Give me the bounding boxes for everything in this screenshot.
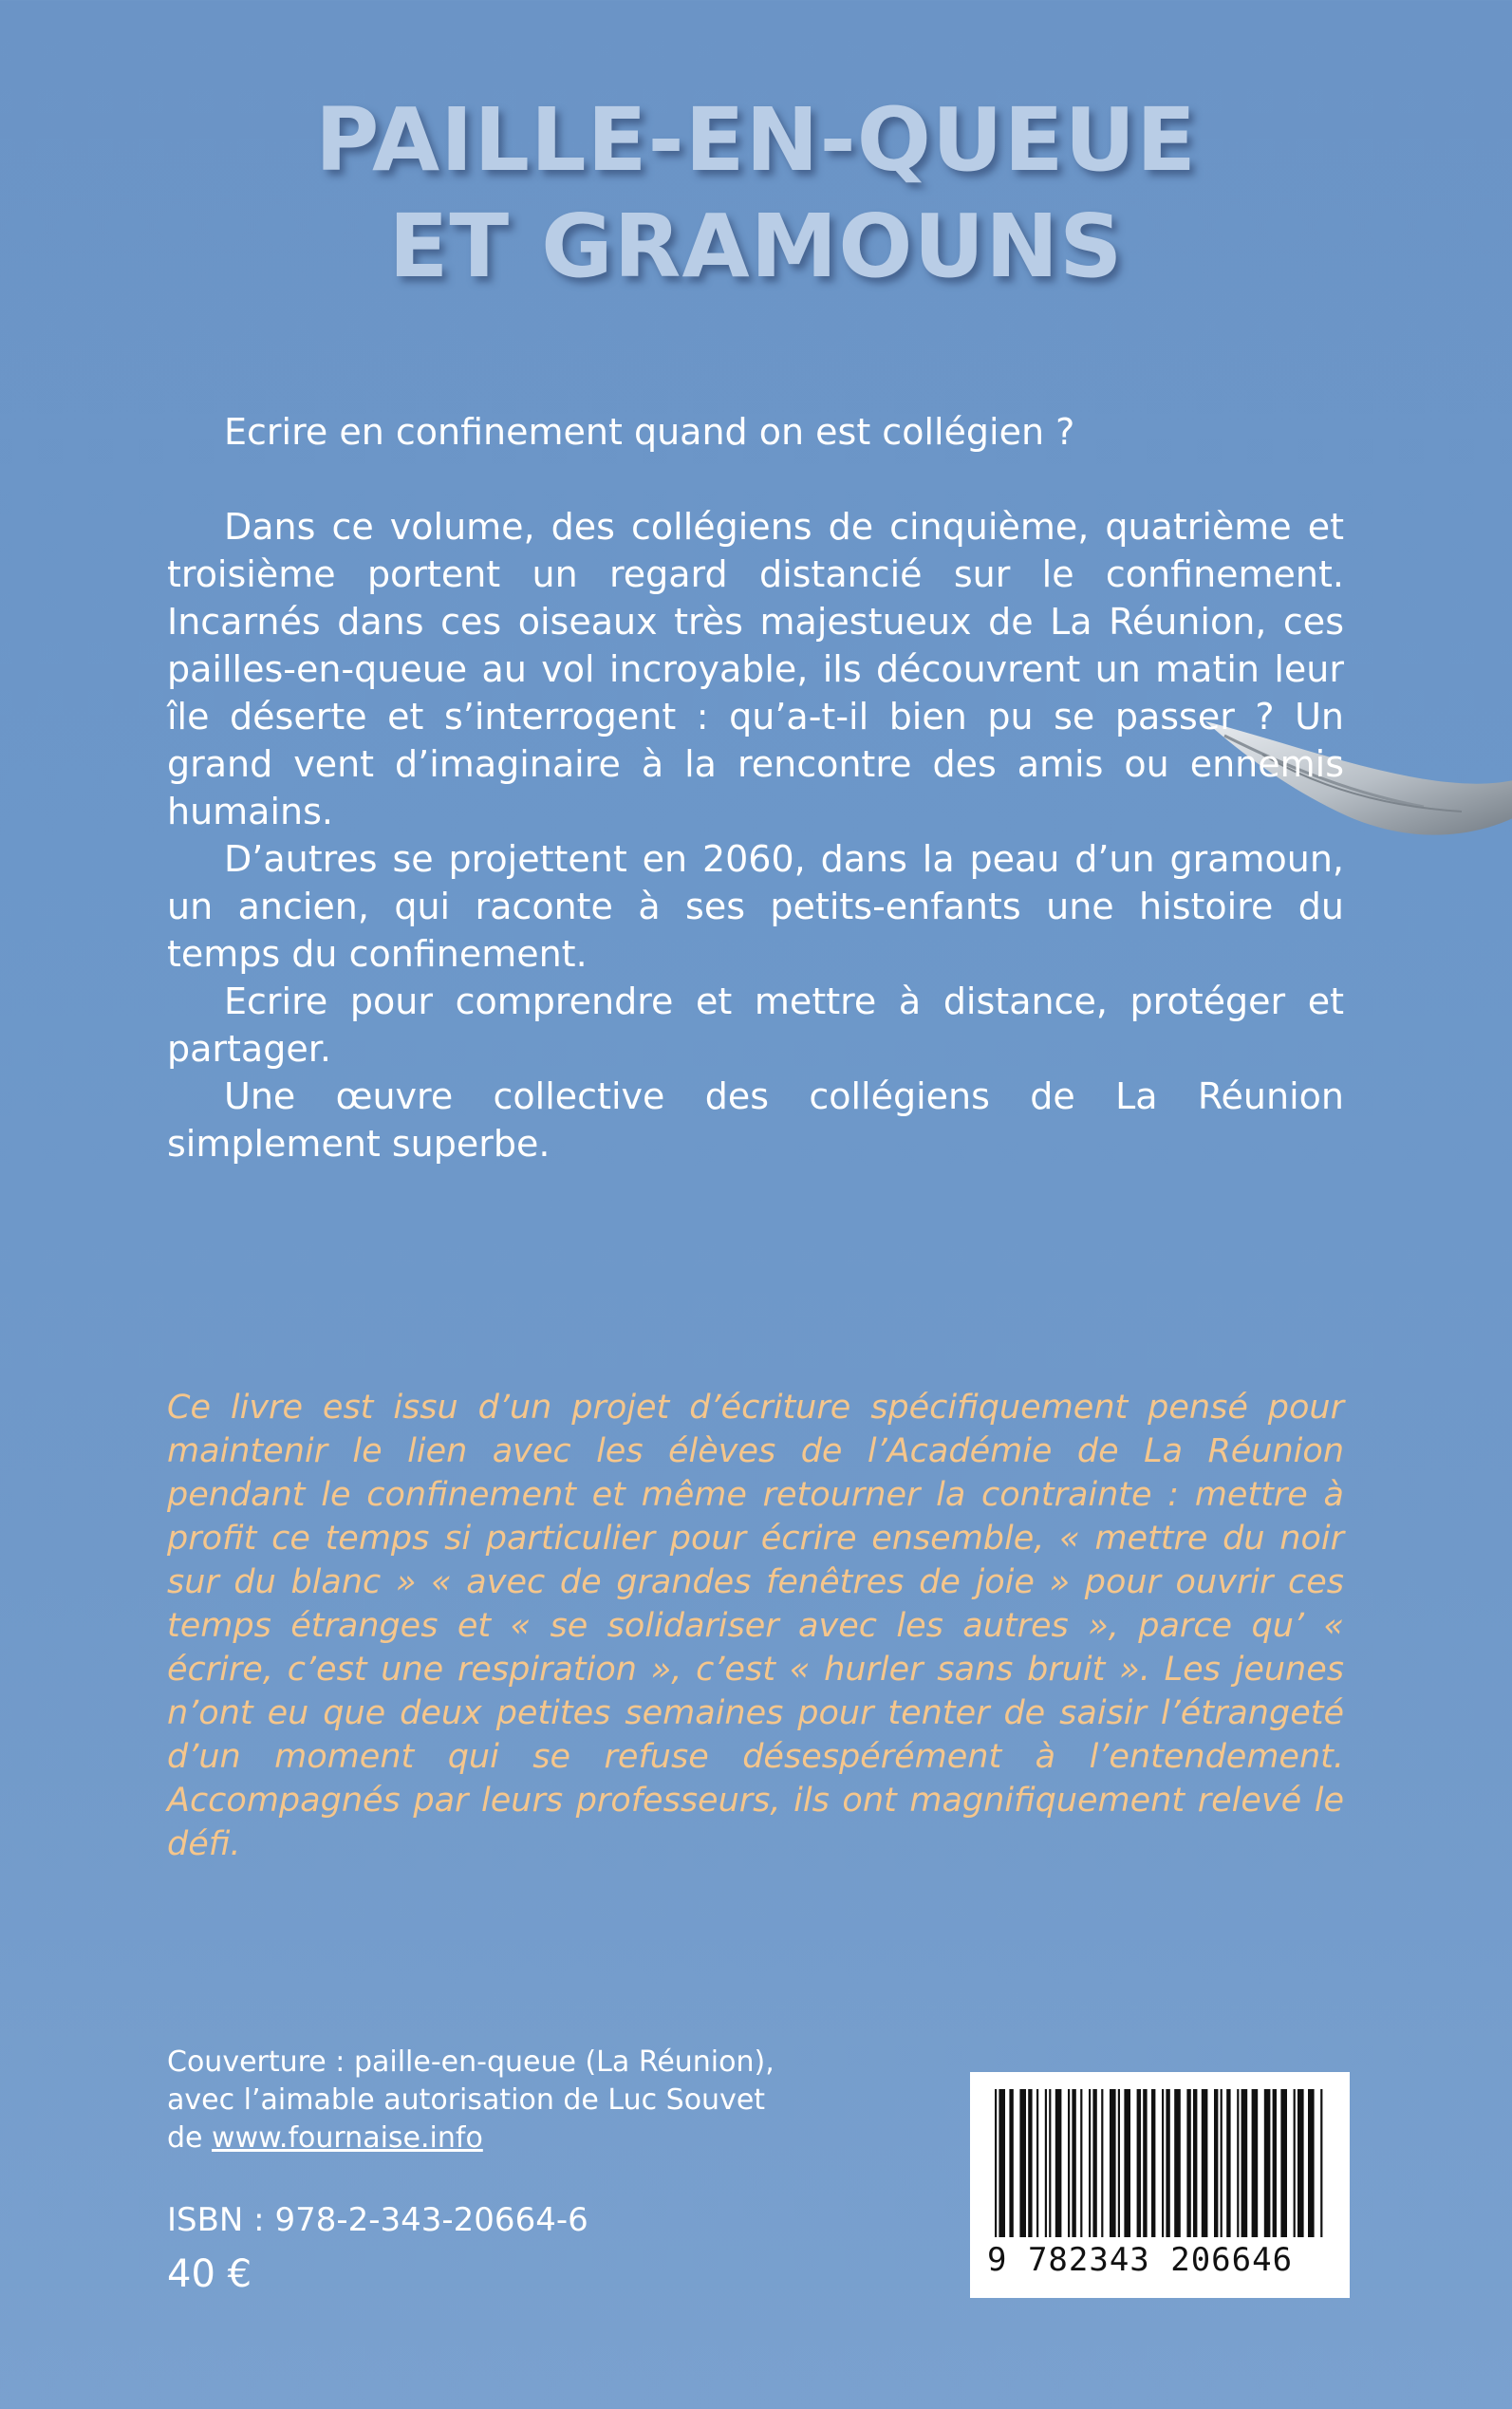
barcode-bar xyxy=(1193,2089,1197,2237)
credit-line-1: Couverture : paille-en-queue (La Réunion), xyxy=(167,2045,775,2079)
cover-credit xyxy=(167,2044,831,2157)
barcode-bar xyxy=(1264,2089,1271,2237)
credit-prefix: de xyxy=(167,2121,213,2155)
barcode-bar xyxy=(1049,2089,1051,2237)
synopsis-paragraph: D’autres se projettent en 2060, dans la peau d’un gramoun, un ancien, qui raconte à ses petits-enfants une histoire du temps du confinement. xyxy=(167,838,1344,975)
barcode-bar xyxy=(1045,2089,1047,2237)
credit-line-3 xyxy=(167,2120,831,2157)
barcode-bar xyxy=(1162,2089,1164,2237)
barcode-bar xyxy=(1101,2089,1103,2237)
barcode-bar xyxy=(1118,2089,1120,2237)
barcode-bar xyxy=(1110,2089,1116,2237)
barcode-bars xyxy=(991,2089,1329,2241)
barcode-bar xyxy=(1009,2089,1013,2237)
isbn: ISBN : 978-2-343-20664-6 xyxy=(167,2201,588,2239)
synopsis-question: Ecrire en confinement quand on est collégien ? xyxy=(224,411,1075,453)
barcode-bar xyxy=(1092,2089,1096,2237)
price: 40 € xyxy=(167,2252,252,2296)
barcode-bar xyxy=(1068,2089,1070,2237)
title-line-1: PAILLE-EN-QUEUE xyxy=(314,89,1198,191)
credit-line-2: avec l’aimable autorisation de Luc Souvet xyxy=(167,2083,766,2117)
barcode-bar xyxy=(1028,2089,1032,2237)
barcode-bar xyxy=(1072,2089,1075,2237)
synopsis-paragraph: Une œuvre collective des collégiens de La Réunion simplement superbe. xyxy=(167,1075,1344,1165)
barcode-bar xyxy=(1226,2089,1230,2237)
barcode-bar xyxy=(1151,2089,1155,2237)
synopsis-paragraph: Ecrire pour comprendre et mettre à distance, protéger et partager. xyxy=(167,980,1344,1070)
barcode-bar xyxy=(1036,2089,1038,2237)
barcode-bar xyxy=(1237,2089,1239,2237)
barcode-bar xyxy=(1143,2089,1147,2237)
barcode-bar xyxy=(1214,2089,1218,2237)
barcode-bar xyxy=(1221,2089,1223,2237)
barcode-bar xyxy=(1297,2089,1304,2237)
barcode-bar xyxy=(1320,2089,1322,2237)
barcode-bar xyxy=(1186,2089,1190,2237)
barcode-bar xyxy=(1166,2089,1169,2237)
barcode-bar xyxy=(999,2089,1005,2237)
barcode-digits: 9 782343 206646 xyxy=(987,2241,1294,2279)
barcode-bar xyxy=(1174,2089,1181,2237)
barcode-bar xyxy=(1019,2089,1026,2237)
barcode-bar xyxy=(1202,2089,1208,2237)
book-title xyxy=(0,87,1512,300)
barcode xyxy=(970,2072,1350,2298)
barcode-bar xyxy=(1294,2089,1296,2237)
barcode-bar xyxy=(1241,2089,1248,2237)
title-line-2: ET GRAMOUNS xyxy=(388,196,1124,297)
barcode-bar xyxy=(1080,2089,1082,2237)
barcode-bar xyxy=(1280,2089,1287,2237)
barcode-bar xyxy=(1124,2089,1130,2237)
barcode-bar xyxy=(1137,2089,1141,2237)
barcode-bar xyxy=(1252,2089,1259,2237)
website-link[interactable]: www.fournaise.info xyxy=(212,2121,483,2155)
synopsis xyxy=(167,408,1344,1167)
barcode-bar xyxy=(1273,2089,1277,2237)
synopsis-paragraph: Dans ce volume, des collégiens de cinquième, quatrième et troisième portent un regard distancié sur le confinement. Incarnés dans ces oiseaux très majestueux de La Réunion, ces pailles-en-queue au vol incroyable, ils découvrent un matin leur île déserte et s’interrogent : qu’a-t-il bien pu se passer ? Un grand vent d’imaginaire à la rencontre des amis ou ennemis humains. xyxy=(167,506,1344,832)
barcode-bar xyxy=(995,2089,997,2237)
project-blurb: Ce livre est issu d’un projet d’écriture spécifiquement pensé pour maintenir le lien avec les élèves de l’Académie de La Réunion pendant le confinement et même retourner la contrainte : mettre à profit ce temps si particulier pour écrire ensemble, « mettre du noir sur du blanc » « avec de grandes fenêtres de joie » pour ouvrir ces temps étranges et « se solidariser avec les autres », parce qu’ « écrire, c’est une respiration », c’est « hurler sans bruit ». Les jeunes n’ont eu que deux petites semaines pour tenter de saisir l’étrangeté d’un moment qui se refuse désespérément à l’entendement. Accompagnés par leurs professeurs, ils ont magnifiquement relevé le défi. xyxy=(167,1389,1344,1863)
barcode-bar xyxy=(1089,2089,1091,2237)
barcode-bar xyxy=(1308,2089,1315,2237)
barcode-bar xyxy=(1055,2089,1062,2237)
